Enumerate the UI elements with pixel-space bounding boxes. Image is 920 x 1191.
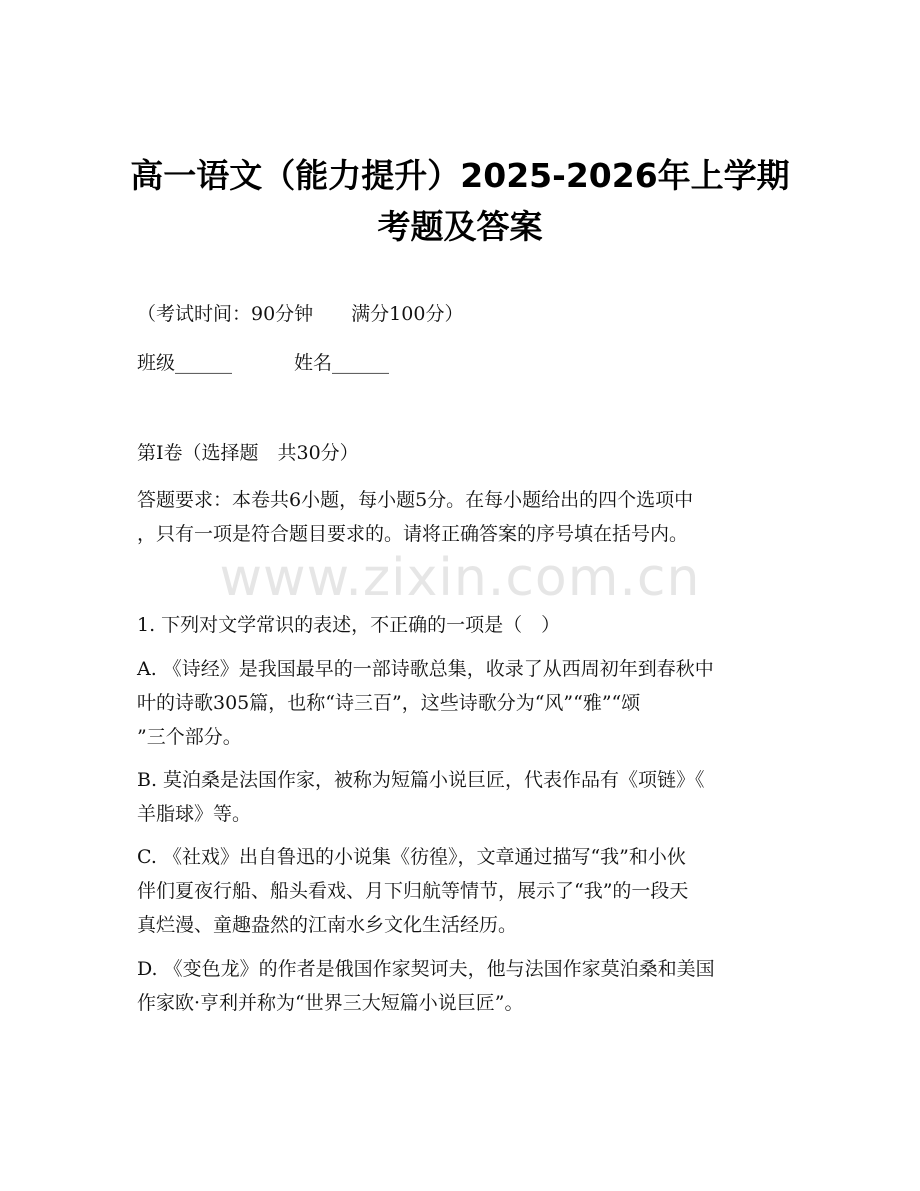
page-title-line-1: 高一语文（能力提升）2025-2026年上学期 (130, 156, 790, 195)
option-b-line: 羊脂球》等。 (137, 803, 252, 825)
instructions-line-2: ，只有一项是符合题目要求的。请将正确答案的序号填在括号内。 (137, 523, 689, 545)
option-a-line: 叶的诗歌305篇，也称“诗三百”，这些诗歌分为“风”“雅”“颂 (137, 692, 641, 714)
section-heading: 第Ⅰ卷（选择题 共30分） (137, 442, 359, 464)
option-b (137, 763, 785, 831)
option-d-line: 作家欧·亨利并称为“世界三大短篇小说巨匠”。 (137, 992, 524, 1014)
option-a-line: A. 《诗经》是我国最早的一部诗歌总集，收录了从西周初年到春秋中 (137, 658, 714, 680)
option-c-line: 伴们夏夜行船、船头看戏、月下归航等情节，展示了“我”的一段天 (137, 880, 689, 902)
option-a-line: ”三个部分。 (137, 726, 242, 748)
option-c-line: 真烂漫、童趣盎然的江南水乡文化生活经历。 (137, 914, 518, 936)
option-a (137, 652, 785, 754)
instructions-line-1: 答题要求：本卷共6小题，每小题5分。在每小题给出的四个选项中 (137, 489, 694, 511)
class-field-label: 班级______ (137, 352, 233, 374)
question-stem: 1. 下列对文学常识的表述，不正确的一项是（ ） (137, 614, 561, 636)
option-c-line: C. 《社戏》出自鲁迅的小说集《彷徨》，文章通过描写“我”和小伙 (137, 846, 686, 868)
section-instructions (137, 483, 785, 551)
page-title-line-2: 考题及答案 (377, 207, 543, 246)
option-c (137, 840, 785, 942)
name-field-label: 姓名______ (294, 352, 390, 374)
option-d (137, 952, 785, 1020)
exam-info: （考试时间：90分钟 满分100分） (137, 303, 464, 325)
option-b-line: B. 莫泊桑是法国作家，被称为短篇小说巨匠，代表作品有《项链》《 (137, 769, 705, 791)
option-d-line: D. 《变色龙》的作者是俄国作家契诃夫，他与法国作家莫泊桑和美国 (137, 958, 715, 980)
watermark: www.zixin.com.cn (219, 548, 701, 608)
